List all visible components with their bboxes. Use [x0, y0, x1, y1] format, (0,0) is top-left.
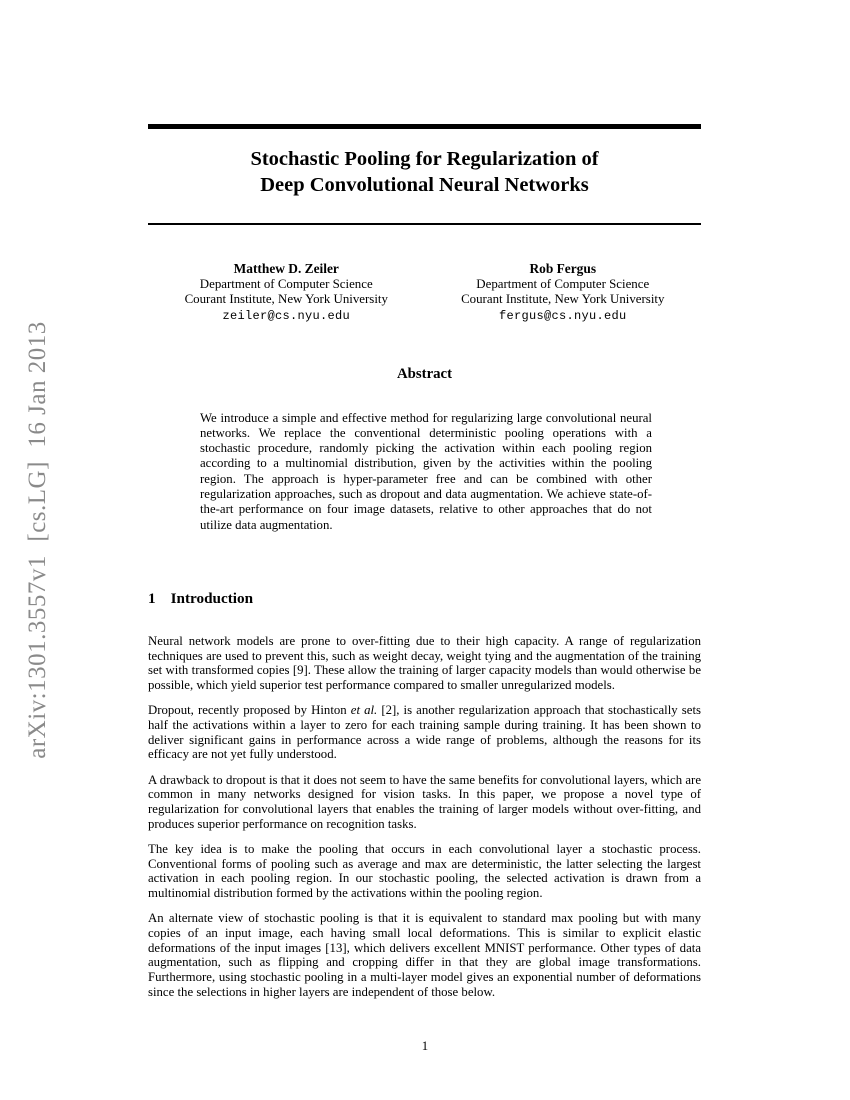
author-2-department: Department of Computer Science	[476, 276, 650, 291]
section-title: Introduction	[170, 589, 254, 607]
body-paragraph-5: An alternate view of stochastic pooling is that it is equivalent to standard max pooling but with many copies of an input image, each having small local deformations. This is similar to explicit elastic deformations of the input images [13], which delivers excellent MNIST performance. Other types of data augmentation, such as flipping and cropping differ in that they are global image transformations. Furthermore, using stochastic pooling in a multi-layer model gives an exponential number of deformations since the selections in higher layers are independent of those below.	[148, 911, 701, 999]
author-1-institution: Courant Institute, New York University	[184, 292, 388, 306]
author-2	[425, 261, 702, 324]
author-2-email: fergus@cs.nyu.edu	[498, 308, 627, 323]
author-2-name: Rob Fergus	[529, 260, 597, 276]
abstract-heading: Abstract	[396, 365, 453, 382]
body-paragraph-3: A drawback to dropout is that it does not seem to have the same benefits for convolutional layers, which are common in many networks designed for vision tasks. In this paper, we propose a novel type of regularization for convolutional layers that enables the training of larger models without over-fitting, and produces superior performance on recognition tasks.	[148, 772, 701, 831]
title-bottom-rule	[148, 223, 701, 225]
body-paragraph-2-pre: Dropout, recently proposed by Hinton	[148, 703, 351, 718]
body-paragraph-2	[148, 703, 701, 762]
arxiv-watermark: arXiv:1301.3557v1 [cs.LG] 16 Jan 2013	[24, 321, 51, 759]
section-number: 1	[148, 589, 156, 607]
paper-content	[148, 0, 701, 1010]
paper-title	[148, 146, 701, 198]
body-paragraph-4: The key idea is to make the pooling that occurs in each convolutional layer a stochastic process. Conventional forms of pooling such as average and max are deterministic, the latter selecting the largest activation in each pooling region. In our stochastic pooling, the selected activation is drawn from a multinomial distribution formed by the activations within the pooling region.	[148, 841, 701, 900]
author-2-institution: Courant Institute, New York University	[461, 292, 665, 306]
body-paragraph-2-post: [2], is another regularization approach that stochastically sets half the activations within a layer to zero for each training sample during training. It has been shown to deliver significant gains in performance across a wide range of problems, although the reasons for its efficacy are not yet fully understood.	[148, 703, 701, 762]
author-1-department: Department of Computer Science	[199, 276, 373, 291]
abstract-text: We introduce a simple and effective method for regularizing large convolutional neural networks. We replace the conventional deterministic pooling operations with a stochastic procedure, randomly picking the activation within each pooling region according to a multinomial distribution, given by the activities within the pooling region. The approach is hyper-parameter free and can be combined with other regularization approaches, such as dropout and data augmentation. We achieve state-of-the-art performance on four image datasets, relative to other approaches that do not utilize data augmentation.	[200, 410, 652, 532]
body-paragraph-1: Neural network models are prone to over-fitting due to their high capacity. A range of regularization techniques are used to prevent this, such as weight decay, weight tying and the augmentation of the training set with transformed copies [9]. These allow the training of larger capacity models than would otherwise be possible, which yield superior test performance compared to smaller unregularized models.	[148, 633, 701, 692]
author-1-email: zeiler@cs.nyu.edu	[222, 308, 351, 323]
section-heading-introduction	[148, 590, 701, 608]
paper-title-line2: Deep Convolutional Neural Networks	[260, 174, 589, 196]
paper-title-line1: Stochastic Pooling for Regularization of	[250, 148, 599, 170]
author-1	[148, 261, 425, 324]
author-block	[148, 261, 701, 324]
title-top-rule	[148, 124, 701, 129]
author-1-name: Matthew D. Zeiler	[233, 260, 339, 276]
body-paragraph-2-etal: et al.	[350, 703, 378, 718]
page-number: 1	[421, 1039, 429, 1053]
